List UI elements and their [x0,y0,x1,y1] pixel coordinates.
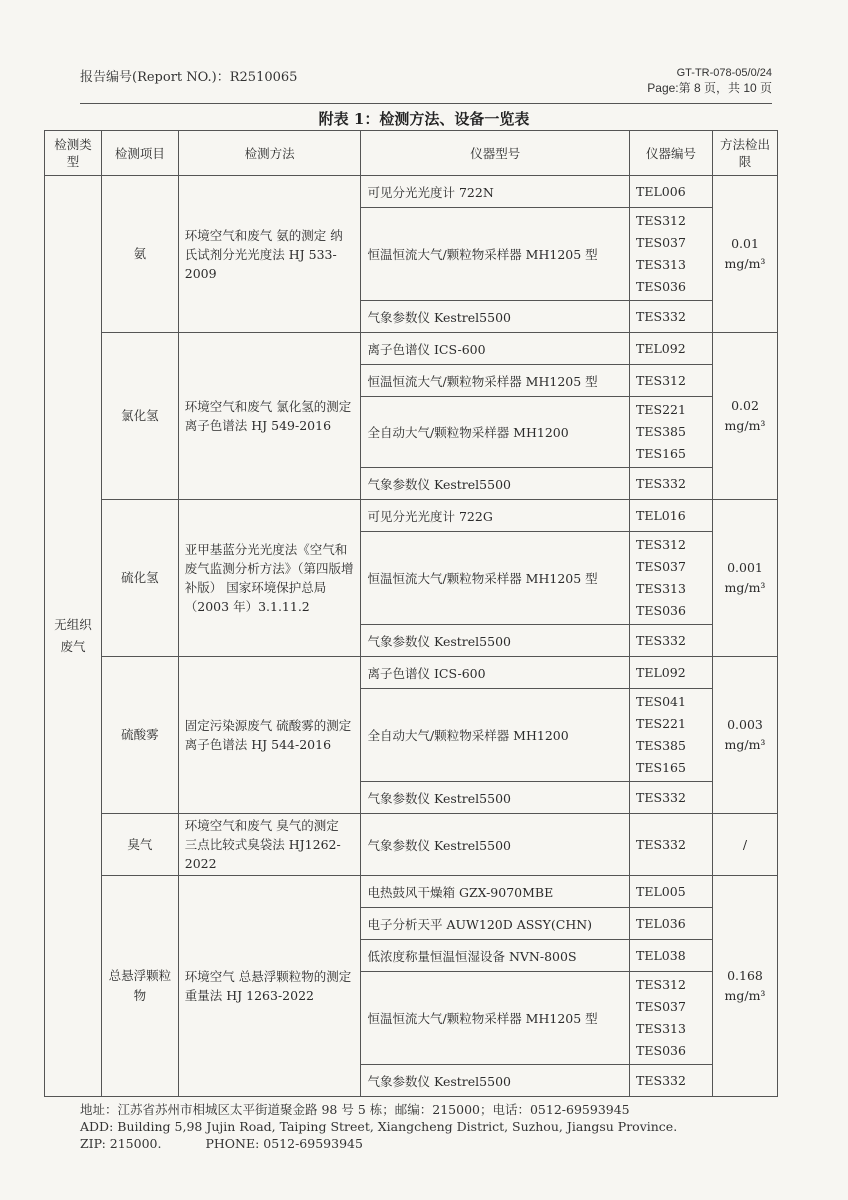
header-category: 检测类型 [45,131,102,176]
detection-limit-cell: 0.02 mg/m³ [712,333,777,500]
instrument-model-cell: 全自动大气/颗粒物采样器 MH1200 [361,689,630,782]
instrument-code-cell [630,908,713,940]
test-item-cell: 硫化氢 [101,500,178,657]
instrument-code-cell [630,972,713,1065]
page-info: Page:第 8 页，共 10 页 [647,81,772,95]
test-item-cell: 氨 [101,176,178,333]
instrument-code: TES385 [636,738,686,753]
instrument-code: TEL092 [636,664,686,680]
footer-phone: PHONE: 0512-69593945 [205,1136,363,1151]
table-row [45,333,778,365]
instrument-code: TES041 [636,694,686,709]
instrument-model-cell: 气象参数仪 Kestrel5500 [361,301,630,333]
instrument-model-cell: 气象参数仪 Kestrel5500 [361,625,630,657]
instrument-model-cell: 全自动大气/颗粒物采样器 MH1200 [361,397,630,468]
instrument-code-cell [630,532,713,625]
footer-contact [80,1135,677,1152]
instrument-model-cell: 恒温恒流大气/颗粒物采样器 MH1205 型 [361,208,630,301]
table-row [45,176,778,208]
instrument-model-cell: 恒温恒流大气/颗粒物采样器 MH1205 型 [361,532,630,625]
detection-limit-cell: 0.168 mg/m³ [712,876,777,1097]
table-row [45,500,778,532]
instrument-code: TES332 [636,475,686,491]
test-item-cell: 硫酸雾 [101,657,178,814]
header-limit: 方法检出限 [712,131,777,176]
instrument-model-cell: 可见分光光度计 722N [361,176,630,208]
instrument-model-cell: 气象参数仪 Kestrel5500 [361,814,630,876]
test-method-cell: 环境空气和废气 氨的测定 纳氏试剂分光光度法 HJ 533-2009 [178,176,361,333]
test-item-cell: 总悬浮颗粒物 [101,876,178,1097]
instrument-code-cell [630,176,713,208]
test-method-cell: 环境空气 总悬浮颗粒物的测定 重量法 HJ 1263-2022 [178,876,361,1097]
header-item: 检测项目 [101,131,178,176]
detection-limit-cell: 0.001 mg/m³ [712,500,777,657]
instrument-code-cell [630,625,713,657]
instrument-model-cell: 恒温恒流大气/颗粒物采样器 MH1205 型 [361,972,630,1065]
test-method-cell: 环境空气和废气 氯化氢的测定 离子色谱法 HJ 549-2016 [178,333,361,500]
instrument-model-cell: 离子色谱仪 ICS-600 [361,657,630,689]
header-instrument: 仪器型号 [361,131,630,176]
instrument-code: TES312 [636,977,686,992]
instrument-code: TES332 [636,308,686,324]
test-method-cell: 环境空气和废气 臭气的测定 三点比较式臭袋法 HJ1262-2022 [178,814,361,876]
instrument-model-cell: 电子分析天平 AUW120D ASSY(CHN) [361,908,630,940]
instrument-code: TES332 [636,789,686,805]
footer-address-cn: 地址：江苏省苏州市相城区太平街道聚金路 98 号 5 栋；邮编：215000；电话：0512-69593945 [80,1102,630,1117]
instrument-model-cell: 可见分光光度计 722G [361,500,630,532]
instrument-model-cell: 气象参数仪 Kestrel5500 [361,1065,630,1097]
instrument-code: TES221 [636,716,686,731]
header-divider [80,103,772,104]
instrument-code: TES165 [636,446,686,461]
instrument-code: TEL006 [636,183,686,199]
instrument-code: TEL038 [636,947,686,963]
header-method: 检测方法 [178,131,361,176]
instrument-code: TES313 [636,1021,686,1036]
header-code: 仪器编号 [630,131,713,176]
footer-zip: ZIP: 215000. [80,1136,162,1151]
instrument-code: TES165 [636,760,686,775]
footer-address-en: ADD: Building 5,98 Jujin Road, Taiping Street, Xiangcheng District, Suzhou, Jiangsu Province. [80,1119,678,1134]
instrument-code-cell [630,208,713,301]
instrument-code: TES332 [636,1072,686,1088]
table-header-row [45,131,778,176]
footer [80,1101,677,1152]
header-right [647,66,772,96]
instrument-model-cell: 恒温恒流大气/颗粒物采样器 MH1205 型 [361,365,630,397]
table-row [45,657,778,689]
instrument-model-cell: 气象参数仪 Kestrel5500 [361,782,630,814]
test-method-cell: 固定污染源废气 硫酸雾的测定 离子色谱法 HJ 544-2016 [178,657,361,814]
instrument-code-cell [630,468,713,500]
instrument-code-cell [630,940,713,972]
instrument-code: TEL036 [636,915,686,931]
instrument-code-cell [630,365,713,397]
instrument-code-cell [630,814,713,876]
instrument-code: TES313 [636,257,686,272]
instrument-code: TES385 [636,424,686,439]
category-cell: 无组织废气 [45,176,102,1097]
test-item-cell: 臭气 [101,814,178,876]
report-number: 报告编号(Report NO.)：R2510065 [80,70,298,85]
detection-limit-cell: / [712,814,777,876]
instrument-code-cell [630,782,713,814]
instrument-code: TES312 [636,537,686,552]
method-equipment-table [44,130,778,1097]
instrument-code-cell [630,500,713,532]
table-body [45,176,778,1097]
instrument-code: TES313 [636,581,686,596]
instrument-code: TES312 [636,213,686,228]
instrument-code: TES332 [636,836,686,852]
test-item-cell: 氯化氢 [101,333,178,500]
instrument-code: TES036 [636,603,686,618]
table-row [45,814,778,876]
instrument-model-cell: 气象参数仪 Kestrel5500 [361,468,630,500]
instrument-code: TEL016 [636,507,686,523]
detection-limit-cell: 0.003 mg/m³ [712,657,777,814]
instrument-code: TES221 [636,402,686,417]
instrument-code-cell [630,1065,713,1097]
test-method-cell: 亚甲基蓝分光光度法《空气和废气监测分析方法》（第四版增补版） 国家环境保护总局（2003 年）3.1.11.2 [178,500,361,657]
instrument-code-cell [630,876,713,908]
instrument-code: TEL005 [636,883,686,899]
instrument-code: TES332 [636,632,686,648]
instrument-code: TES037 [636,235,686,250]
instrument-model-cell: 电热鼓风干燥箱 GZX-9070MBE [361,876,630,908]
table-title: 附表 1：检测方法、设备一览表 [318,110,530,128]
instrument-code: TEL092 [636,340,686,356]
instrument-code-cell [630,657,713,689]
instrument-code-cell [630,301,713,333]
detection-limit-cell: 0.01 mg/m³ [712,176,777,333]
instrument-code: TES037 [636,999,686,1014]
instrument-code-cell [630,333,713,365]
table-row [45,876,778,908]
instrument-code: TES036 [636,279,686,294]
instrument-code: TES312 [636,372,686,388]
instrument-model-cell: 低浓度称量恒温恒湿设备 NVN-800S [361,940,630,972]
instrument-code: TES037 [636,559,686,574]
instrument-code: TES036 [636,1043,686,1058]
document-code: GT-TR-078-05/0/24 [676,67,772,79]
instrument-code-cell [630,689,713,782]
instrument-code-cell [630,397,713,468]
instrument-model-cell: 离子色谱仪 ICS-600 [361,333,630,365]
